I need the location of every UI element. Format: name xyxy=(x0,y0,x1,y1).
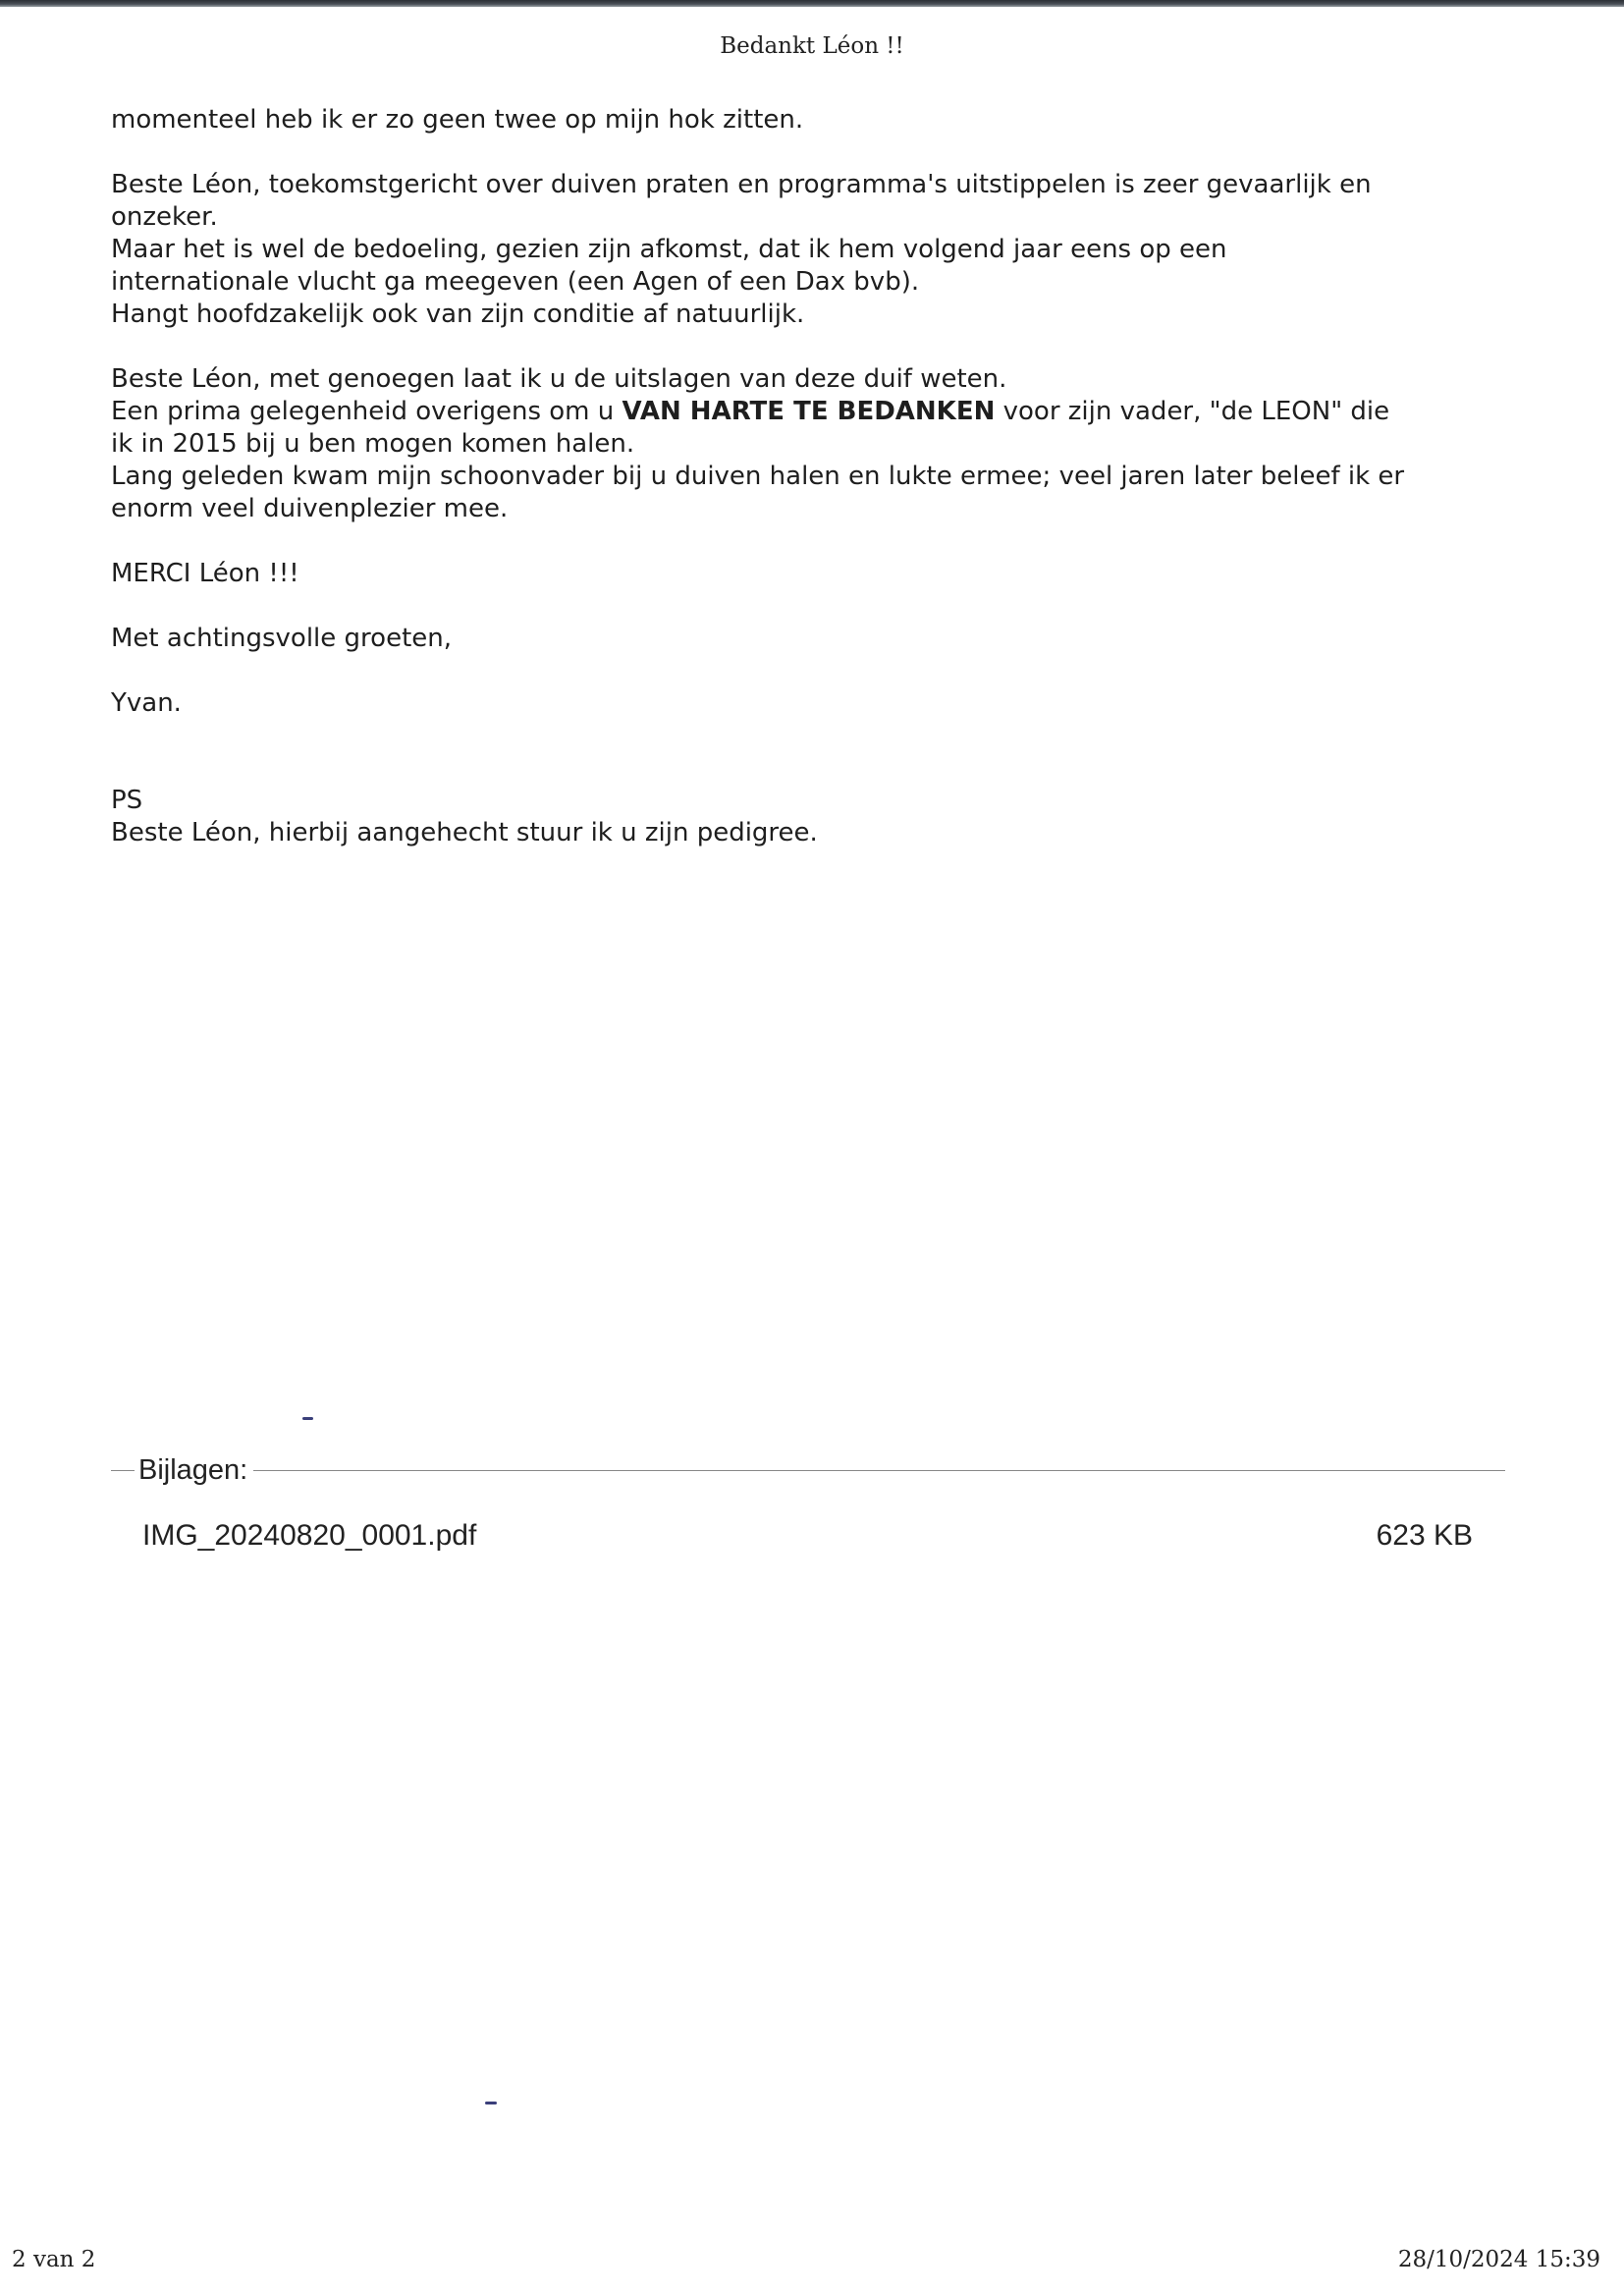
ps-text: Beste Léon, hierbij aangehecht stuur ik u zijn pedigree. xyxy=(111,818,818,847)
attachment-filename[interactable]: IMG_20240820_0001.pdf xyxy=(142,1519,477,1552)
paragraph-merci xyxy=(111,558,1525,590)
text-line: ik in 2015 bij u ben mogen komen halen. xyxy=(111,429,635,459)
scan-edge xyxy=(0,0,1624,7)
text-line: Maar het is wel de bedoeling, gezien zijn afkomst, dat ik hem volgend jaar eens op een xyxy=(111,235,1227,264)
scan-speck xyxy=(302,1417,313,1420)
attachments-header xyxy=(111,1450,1505,1490)
text-line: Hangt hoofdzakelijk ook van zijn conditie af natuurlijk. xyxy=(111,300,805,329)
attachment-size: 623 KB xyxy=(1376,1519,1473,1552)
scan-speck xyxy=(485,2102,497,2104)
text-line: enorm veel duivenplezier mee. xyxy=(111,494,509,523)
email-body xyxy=(111,104,1525,882)
text-line: Beste Léon, toekomstgericht over duiven praten en programma's uitstippelen is zeer gevaarlijk en xyxy=(111,170,1372,199)
paragraph-ps xyxy=(111,785,1525,849)
text-line: Met achtingsvolle groeten, xyxy=(111,624,453,653)
text-line: momenteel heb ik er zo geen twee op mijn hok zitten. xyxy=(111,105,804,135)
text-segment: voor zijn vader, "de LEON" die xyxy=(995,397,1390,426)
text-line: internationale vlucht ga meegeven (een Agen of een Dax bvb). xyxy=(111,267,920,297)
paragraph-greeting xyxy=(111,623,1525,655)
text-segment: Een prima gelegenheid overigens om u xyxy=(111,397,623,426)
paragraph-3 xyxy=(111,363,1525,525)
text-line: Lang geleden kwam mijn schoonvader bij u duiven halen en lukte ermee; veel jaren later beleef ik er xyxy=(111,462,1405,491)
ps-label: PS xyxy=(111,786,143,815)
print-timestamp: 28/10/2024 15:39 xyxy=(1397,2247,1600,2272)
text-line: MERCI Léon !!! xyxy=(111,559,299,588)
paragraph-2 xyxy=(111,169,1525,331)
paragraph-signature xyxy=(111,687,1525,720)
text-line-with-emphasis xyxy=(111,396,1525,428)
paragraph-1 xyxy=(111,104,1525,137)
divider xyxy=(253,1470,1505,1471)
text-line: Beste Léon, met genoegen laat ik u de uitslagen van deze duif weten. xyxy=(111,364,1007,394)
email-subject-header: Bedankt Léon !! xyxy=(720,33,904,59)
page-number: 2 van 2 xyxy=(12,2247,96,2272)
attachment-item[interactable] xyxy=(142,1519,1473,1553)
divider xyxy=(111,1470,135,1471)
emphasis-thanks: VAN HARTE TE BEDANKEN xyxy=(622,397,996,426)
text-line: onzeker. xyxy=(111,202,218,232)
signature-name: Yvan. xyxy=(111,688,182,718)
attachments-label: Bijlagen: xyxy=(138,1453,248,1486)
